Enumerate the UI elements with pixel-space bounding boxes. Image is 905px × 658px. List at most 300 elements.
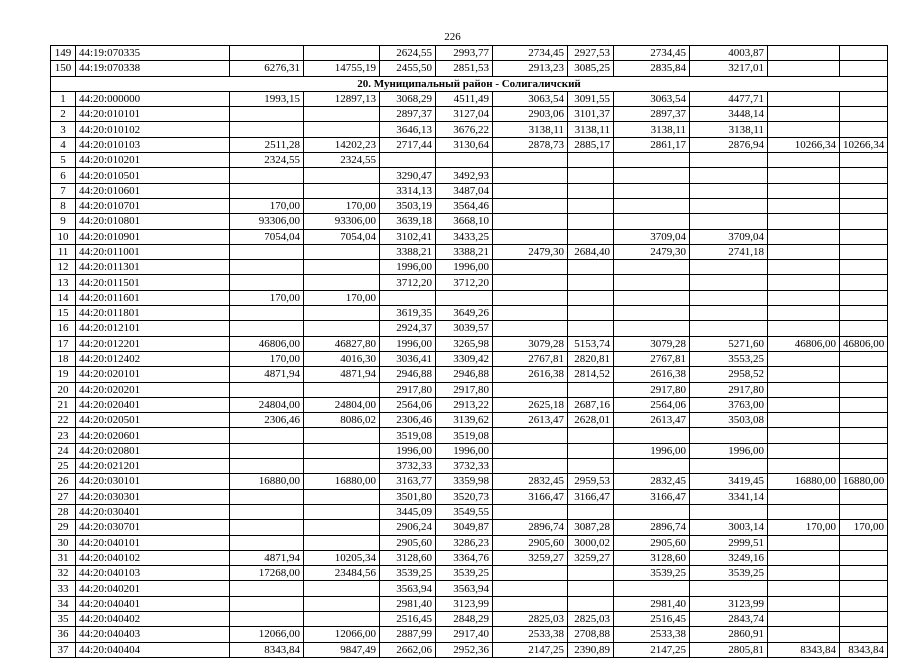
- table-row: [51, 198, 888, 213]
- value-cell: 2851,53: [436, 61, 493, 76]
- value-cell: [768, 46, 840, 61]
- value-cell: 3364,76: [436, 550, 493, 565]
- value-cell: 2306,46: [230, 413, 304, 428]
- value-cell: 2917,80: [614, 382, 690, 397]
- value-cell: 3128,60: [614, 550, 690, 565]
- value-cell: [304, 504, 380, 519]
- value-cell: 3123,99: [436, 596, 493, 611]
- row-number-cell: 16: [51, 321, 76, 336]
- value-cell: [690, 275, 768, 290]
- row-number-cell: 19: [51, 367, 76, 382]
- value-cell: 2564,06: [614, 397, 690, 412]
- value-cell: [230, 122, 304, 137]
- value-cell: [768, 550, 840, 565]
- value-cell: [230, 46, 304, 61]
- value-cell: 3448,14: [690, 107, 768, 122]
- value-cell: [614, 504, 690, 519]
- value-cell: [230, 321, 304, 336]
- value-cell: [493, 459, 568, 474]
- row-number-cell: 32: [51, 566, 76, 581]
- value-cell: [840, 489, 888, 504]
- value-cell: 2917,80: [380, 382, 436, 397]
- row-number-cell: 35: [51, 611, 76, 626]
- value-cell: [840, 91, 888, 106]
- table-row: [51, 275, 888, 290]
- cadastral-number-cell: 44:20:020801: [76, 443, 230, 458]
- value-cell: [568, 581, 614, 596]
- value-cell: [768, 321, 840, 336]
- value-cell: [568, 428, 614, 443]
- row-number-cell: 5: [51, 153, 76, 168]
- table-row: [51, 351, 888, 366]
- value-cell: [304, 581, 380, 596]
- value-cell: 16880,00: [840, 474, 888, 489]
- value-cell: 3063,54: [493, 91, 568, 106]
- value-cell: [304, 459, 380, 474]
- value-cell: [690, 214, 768, 229]
- row-number-cell: 31: [51, 550, 76, 565]
- cadastral-number-cell: 44:20:020101: [76, 367, 230, 382]
- value-cell: 2684,40: [568, 244, 614, 259]
- value-cell: [768, 153, 840, 168]
- value-cell: 3314,13: [380, 183, 436, 198]
- value-cell: [614, 428, 690, 443]
- value-cell: 2687,16: [568, 397, 614, 412]
- row-number-cell: 20: [51, 382, 76, 397]
- value-cell: 2741,18: [690, 244, 768, 259]
- row-number-cell: 3: [51, 122, 76, 137]
- value-cell: [614, 153, 690, 168]
- value-cell: 3388,21: [380, 244, 436, 259]
- value-cell: [304, 520, 380, 535]
- value-cell: [840, 581, 888, 596]
- value-cell: 2952,36: [436, 642, 493, 657]
- value-cell: [304, 321, 380, 336]
- value-cell: [493, 260, 568, 275]
- value-cell: [230, 520, 304, 535]
- value-cell: 2479,30: [614, 244, 690, 259]
- value-cell: [493, 321, 568, 336]
- value-cell: 3619,35: [380, 306, 436, 321]
- cadastral-number-cell: 44:20:000000: [76, 91, 230, 106]
- row-number-cell: 36: [51, 627, 76, 642]
- value-cell: [690, 581, 768, 596]
- value-cell: [768, 504, 840, 519]
- cadastral-number-cell: 44:20:030301: [76, 489, 230, 504]
- value-cell: 2390,89: [568, 642, 614, 657]
- value-cell: 170,00: [230, 290, 304, 305]
- table-row: [51, 107, 888, 122]
- cadastral-number-cell: 44:19:070335: [76, 46, 230, 61]
- row-number-cell: 7: [51, 183, 76, 198]
- value-cell: 3520,73: [436, 489, 493, 504]
- value-cell: 2516,45: [380, 611, 436, 626]
- value-cell: 2917,80: [690, 382, 768, 397]
- value-cell: 7054,04: [304, 229, 380, 244]
- value-cell: [768, 275, 840, 290]
- value-cell: [304, 107, 380, 122]
- table-row: [51, 229, 888, 244]
- value-cell: 2896,74: [614, 520, 690, 535]
- value-cell: 3259,27: [493, 550, 568, 565]
- value-cell: 1996,00: [436, 260, 493, 275]
- value-cell: 3138,11: [614, 122, 690, 137]
- value-cell: 2616,38: [614, 367, 690, 382]
- value-cell: [304, 428, 380, 443]
- value-cell: [840, 46, 888, 61]
- value-cell: [840, 275, 888, 290]
- table-row: [51, 504, 888, 519]
- value-cell: [840, 168, 888, 183]
- value-cell: 3079,28: [493, 336, 568, 351]
- value-cell: 3265,98: [436, 336, 493, 351]
- value-cell: 3359,98: [436, 474, 493, 489]
- value-cell: 3549,55: [436, 504, 493, 519]
- value-cell: [768, 413, 840, 428]
- value-cell: 10266,34: [840, 137, 888, 152]
- value-cell: [304, 443, 380, 458]
- row-number-cell: 30: [51, 535, 76, 550]
- value-cell: 3564,46: [436, 198, 493, 213]
- value-cell: 93306,00: [304, 214, 380, 229]
- value-cell: [840, 306, 888, 321]
- value-cell: [304, 244, 380, 259]
- value-cell: [304, 611, 380, 626]
- cadastral-number-cell: 44:20:010102: [76, 122, 230, 137]
- row-number-cell: 23: [51, 428, 76, 443]
- value-cell: [230, 443, 304, 458]
- value-cell: [493, 275, 568, 290]
- value-cell: 3668,10: [436, 214, 493, 229]
- value-cell: [230, 183, 304, 198]
- value-cell: 2455,50: [380, 61, 436, 76]
- row-number-cell: 12: [51, 260, 76, 275]
- value-cell: 2147,25: [614, 642, 690, 657]
- value-cell: 3309,42: [436, 351, 493, 366]
- value-cell: 3217,01: [690, 61, 768, 76]
- value-cell: 2981,40: [614, 596, 690, 611]
- value-cell: [840, 351, 888, 366]
- cadastral-number-cell: 44:20:030401: [76, 504, 230, 519]
- value-cell: 3503,19: [380, 198, 436, 213]
- value-cell: 3049,87: [436, 520, 493, 535]
- value-cell: 170,00: [304, 198, 380, 213]
- cadastral-number-cell: 44:20:030101: [76, 474, 230, 489]
- value-cell: [840, 61, 888, 76]
- value-cell: 3085,25: [568, 61, 614, 76]
- value-cell: [768, 122, 840, 137]
- value-cell: 1996,00: [614, 443, 690, 458]
- cadastral-number-cell: 44:20:011501: [76, 275, 230, 290]
- value-cell: 2662,06: [380, 642, 436, 657]
- table-row: [51, 596, 888, 611]
- table-row: [51, 137, 888, 152]
- value-cell: 2958,52: [690, 367, 768, 382]
- value-cell: [493, 183, 568, 198]
- value-cell: [690, 290, 768, 305]
- row-number-cell: 2: [51, 107, 76, 122]
- value-cell: 2906,24: [380, 520, 436, 535]
- value-cell: 2832,45: [614, 474, 690, 489]
- value-cell: [768, 214, 840, 229]
- value-cell: [840, 367, 888, 382]
- row-number-cell: 37: [51, 642, 76, 657]
- value-cell: [493, 428, 568, 443]
- value-cell: [840, 535, 888, 550]
- value-cell: [840, 397, 888, 412]
- value-cell: [230, 382, 304, 397]
- value-cell: 2479,30: [493, 244, 568, 259]
- value-cell: 2946,88: [380, 367, 436, 382]
- value-cell: 1993,15: [230, 91, 304, 106]
- value-cell: [768, 168, 840, 183]
- table-row: [51, 611, 888, 626]
- value-cell: 3712,20: [380, 275, 436, 290]
- value-cell: 2905,60: [614, 535, 690, 550]
- cadastral-number-cell: 44:20:012402: [76, 351, 230, 366]
- value-cell: [493, 581, 568, 596]
- value-cell: [690, 504, 768, 519]
- value-cell: 2516,45: [614, 611, 690, 626]
- value-cell: 3138,11: [690, 122, 768, 137]
- table-row: [51, 260, 888, 275]
- cadastral-number-cell: 44:20:012101: [76, 321, 230, 336]
- value-cell: 3388,21: [436, 244, 493, 259]
- row-number-cell: 15: [51, 306, 76, 321]
- value-cell: 170,00: [230, 351, 304, 366]
- value-cell: 2616,38: [493, 367, 568, 382]
- value-cell: [840, 214, 888, 229]
- value-cell: 3649,26: [436, 306, 493, 321]
- value-cell: [840, 290, 888, 305]
- value-cell: [614, 275, 690, 290]
- value-cell: [568, 290, 614, 305]
- value-cell: 3501,80: [380, 489, 436, 504]
- value-cell: 2917,80: [436, 382, 493, 397]
- value-cell: [230, 535, 304, 550]
- value-cell: 5153,74: [568, 336, 614, 351]
- value-cell: [768, 183, 840, 198]
- cadastral-number-cell: 44:20:010201: [76, 153, 230, 168]
- value-cell: [768, 290, 840, 305]
- value-cell: [493, 306, 568, 321]
- value-cell: [768, 198, 840, 213]
- value-cell: 5271,60: [690, 336, 768, 351]
- value-cell: 3102,41: [380, 229, 436, 244]
- cadastral-number-cell: 44:20:030701: [76, 520, 230, 535]
- value-cell: 3039,57: [436, 321, 493, 336]
- value-cell: 12897,13: [304, 91, 380, 106]
- value-cell: [768, 229, 840, 244]
- table-row: [51, 321, 888, 336]
- value-cell: [493, 290, 568, 305]
- table-row: [51, 535, 888, 550]
- table-row: [51, 520, 888, 535]
- value-cell: [304, 596, 380, 611]
- value-cell: [493, 566, 568, 581]
- value-cell: [768, 306, 840, 321]
- value-cell: 3163,77: [380, 474, 436, 489]
- value-cell: [768, 107, 840, 122]
- value-cell: 46806,00: [840, 336, 888, 351]
- table-row: [51, 122, 888, 137]
- value-cell: 46806,00: [768, 336, 840, 351]
- value-cell: 2511,28: [230, 137, 304, 152]
- value-cell: 3539,25: [380, 566, 436, 581]
- value-cell: [840, 459, 888, 474]
- value-cell: 2708,88: [568, 627, 614, 642]
- value-cell: 2628,01: [568, 413, 614, 428]
- cadastral-number-cell: 44:20:020201: [76, 382, 230, 397]
- value-cell: [304, 306, 380, 321]
- value-cell: [840, 107, 888, 122]
- table-row: [51, 168, 888, 183]
- value-cell: [768, 351, 840, 366]
- value-cell: 2147,25: [493, 642, 568, 657]
- value-cell: [304, 183, 380, 198]
- value-cell: 2533,38: [493, 627, 568, 642]
- value-cell: 2767,81: [493, 351, 568, 366]
- value-cell: [568, 596, 614, 611]
- value-cell: [493, 596, 568, 611]
- value-cell: [304, 260, 380, 275]
- cadastral-number-cell: 44:20:040404: [76, 642, 230, 657]
- table-row: [51, 489, 888, 504]
- value-cell: 2825,03: [493, 611, 568, 626]
- value-cell: [568, 443, 614, 458]
- value-cell: 3539,25: [436, 566, 493, 581]
- table-body-after: [51, 91, 888, 657]
- value-cell: [493, 214, 568, 229]
- value-cell: 16880,00: [230, 474, 304, 489]
- value-cell: 3763,00: [690, 397, 768, 412]
- value-cell: 2887,99: [380, 627, 436, 642]
- value-cell: 14755,19: [304, 61, 380, 76]
- value-cell: 3259,27: [568, 550, 614, 565]
- value-cell: 24804,00: [304, 397, 380, 412]
- value-cell: 2896,74: [493, 520, 568, 535]
- row-number-cell: 8: [51, 198, 76, 213]
- value-cell: 2913,23: [493, 61, 568, 76]
- value-cell: 3000,02: [568, 535, 614, 550]
- table-row: [51, 367, 888, 382]
- value-cell: [230, 581, 304, 596]
- value-cell: 3138,11: [493, 122, 568, 137]
- value-cell: 4003,87: [690, 46, 768, 61]
- table-row: [51, 443, 888, 458]
- value-cell: 93306,00: [230, 214, 304, 229]
- cadastral-number-cell: 44:20:040103: [76, 566, 230, 581]
- value-cell: [840, 122, 888, 137]
- value-cell: 3539,25: [614, 566, 690, 581]
- section-header-body: [51, 76, 888, 91]
- value-cell: [380, 290, 436, 305]
- value-cell: [840, 321, 888, 336]
- value-cell: [493, 168, 568, 183]
- value-cell: 2981,40: [380, 596, 436, 611]
- value-cell: [614, 260, 690, 275]
- value-cell: [304, 382, 380, 397]
- value-cell: 170,00: [304, 290, 380, 305]
- value-cell: 3539,25: [690, 566, 768, 581]
- value-cell: 3036,41: [380, 351, 436, 366]
- value-cell: 4016,30: [304, 351, 380, 366]
- value-cell: 3563,94: [380, 581, 436, 596]
- value-cell: 4871,94: [230, 550, 304, 565]
- value-cell: [768, 443, 840, 458]
- value-cell: [840, 611, 888, 626]
- value-cell: [568, 168, 614, 183]
- value-cell: [230, 107, 304, 122]
- section-title: 20. Муниципальный район - Солигаличский: [51, 76, 888, 91]
- value-cell: [304, 489, 380, 504]
- value-cell: [304, 535, 380, 550]
- value-cell: [493, 229, 568, 244]
- row-number-cell: 27: [51, 489, 76, 504]
- value-cell: 2959,53: [568, 474, 614, 489]
- value-cell: [230, 459, 304, 474]
- value-cell: 2734,45: [493, 46, 568, 61]
- table-row: [51, 397, 888, 412]
- value-cell: 3445,09: [380, 504, 436, 519]
- cadastral-number-cell: 44:20:010501: [76, 168, 230, 183]
- value-cell: 3290,47: [380, 168, 436, 183]
- value-cell: 2625,18: [493, 397, 568, 412]
- row-number-cell: 26: [51, 474, 76, 489]
- value-cell: 17268,00: [230, 566, 304, 581]
- value-cell: [568, 275, 614, 290]
- value-cell: 2767,81: [614, 351, 690, 366]
- cadastral-number-cell: 44:20:021201: [76, 459, 230, 474]
- value-cell: [768, 428, 840, 443]
- cadastral-number-cell: 44:20:010103: [76, 137, 230, 152]
- value-cell: [493, 198, 568, 213]
- row-number-cell: 6: [51, 168, 76, 183]
- value-cell: 2624,55: [380, 46, 436, 61]
- cadastral-number-cell: 44:20:012201: [76, 336, 230, 351]
- value-cell: [568, 504, 614, 519]
- value-cell: [690, 321, 768, 336]
- value-cell: [614, 168, 690, 183]
- row-number-cell: 25: [51, 459, 76, 474]
- value-cell: 2848,29: [436, 611, 493, 626]
- value-cell: 2905,60: [493, 535, 568, 550]
- value-cell: [230, 489, 304, 504]
- value-cell: 2832,45: [493, 474, 568, 489]
- row-number-cell: 17: [51, 336, 76, 351]
- value-cell: 3709,04: [690, 229, 768, 244]
- value-cell: [840, 566, 888, 581]
- value-cell: [768, 244, 840, 259]
- value-cell: 2993,77: [436, 46, 493, 61]
- value-cell: [614, 214, 690, 229]
- value-cell: [690, 428, 768, 443]
- value-cell: 3646,13: [380, 122, 436, 137]
- value-cell: 3286,23: [436, 535, 493, 550]
- value-cell: 16880,00: [304, 474, 380, 489]
- cadastral-number-cell: 44:20:020601: [76, 428, 230, 443]
- value-cell: [568, 153, 614, 168]
- value-cell: [614, 581, 690, 596]
- cadastral-number-cell: 44:20:010901: [76, 229, 230, 244]
- value-cell: 2843,74: [690, 611, 768, 626]
- value-cell: [840, 504, 888, 519]
- cadastral-number-cell: 44:20:010101: [76, 107, 230, 122]
- value-cell: [568, 321, 614, 336]
- value-cell: 2885,17: [568, 137, 614, 152]
- value-cell: 170,00: [840, 520, 888, 535]
- table-row: [51, 382, 888, 397]
